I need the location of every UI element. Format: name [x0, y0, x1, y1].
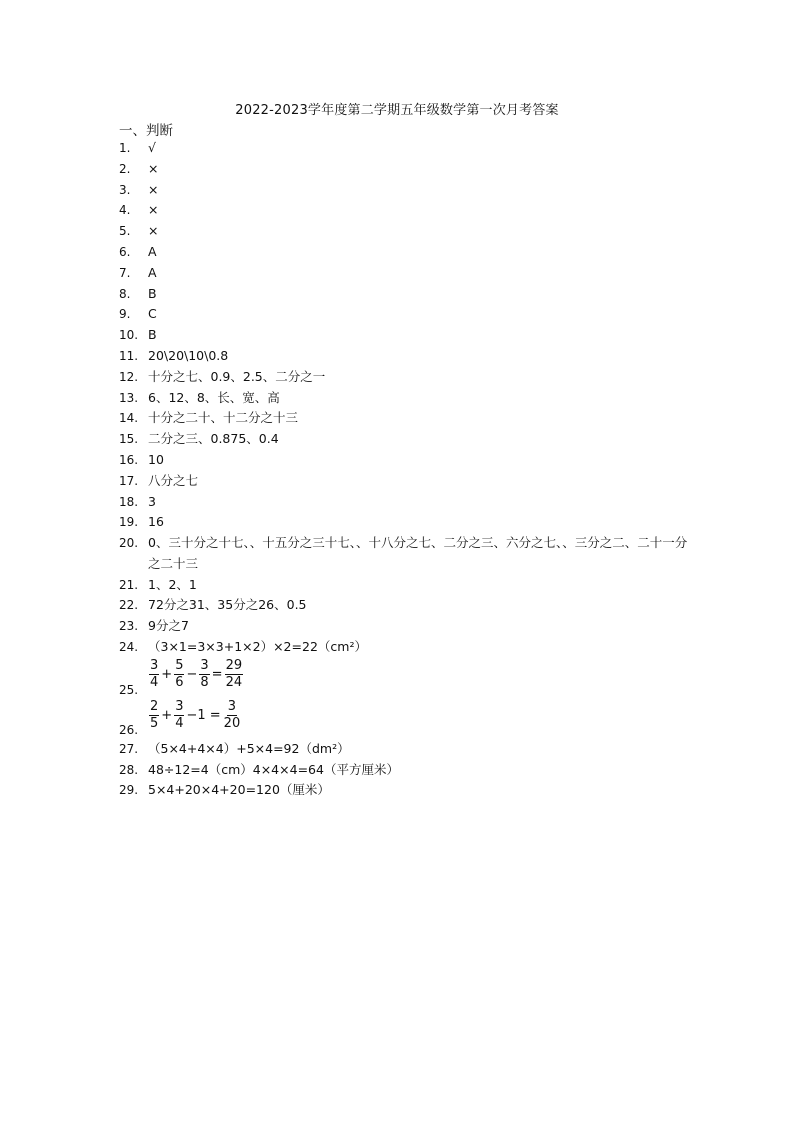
item-number: 22. — [119, 598, 139, 613]
item-number: 17. — [119, 473, 139, 488]
item-number: 6. — [119, 244, 131, 259]
item-answer: 5×4+20×4+20=120（厘米） — [148, 782, 330, 798]
item-answer: 10 — [148, 451, 164, 467]
item-number: 27. — [119, 741, 139, 756]
item-number: 12. — [119, 369, 139, 384]
item-number: 26. — [119, 722, 139, 737]
item-answer: × — [148, 223, 159, 239]
item-answer: 72分之31、35分之26、0.5 — [148, 597, 307, 613]
item-number: 9. — [119, 307, 131, 322]
item-answer: 十分之二十、十二分之十三 — [148, 410, 299, 426]
list-item — [119, 429, 719, 450]
item-number: 13. — [119, 390, 139, 405]
item-number: 2. — [119, 161, 131, 176]
list-item — [119, 575, 719, 596]
item-answer: A — [148, 243, 157, 259]
section-heading: 一、判断 — [119, 123, 173, 139]
fraction: $\frac{3}{4}$ — [150, 657, 159, 690]
item-number: 25. — [119, 682, 139, 697]
item-answer: × — [148, 160, 159, 176]
list-item — [119, 367, 719, 388]
item-answer: 八分之七 — [148, 472, 199, 488]
list-item — [119, 492, 719, 513]
item-number: 28. — [119, 762, 139, 777]
item-answer: （5×4+4×4）+5×4=92（dm²） — [148, 740, 350, 756]
item-number: 20. — [119, 536, 139, 551]
item-answer: 3 — [148, 493, 156, 509]
fraction: $\frac{3}{4}$ — [175, 698, 184, 731]
list-item — [119, 263, 719, 284]
item-answer: A — [148, 264, 157, 280]
item-answer: （3×1=3×3+1×2）×2=22（cm²） — [148, 639, 367, 655]
item-answer: 二分之三、0.875、0.4 — [148, 431, 279, 447]
item-answer: C — [148, 306, 157, 322]
list-item — [119, 739, 719, 760]
list-item — [119, 221, 719, 242]
item-answer: 十分之七、0.9、2.5、二分之一 — [148, 368, 326, 384]
fraction: $\frac{3}{8}$ — [200, 657, 209, 690]
item-answer: 6、12、8、长、宽、高 — [148, 389, 280, 405]
answer-list — [119, 138, 719, 801]
item-number: 8. — [119, 286, 131, 301]
list-item — [119, 346, 719, 367]
list-item — [119, 284, 719, 305]
page-title: 2022-2023学年度第二学期五年级数学第一次月考答案 — [235, 103, 559, 118]
list-item — [119, 512, 719, 533]
list-item — [119, 388, 719, 409]
list-item — [119, 616, 719, 637]
item-answer: 16 — [148, 514, 164, 530]
item-answer: √ — [148, 140, 156, 155]
list-item — [119, 699, 719, 739]
item-answer: B — [148, 327, 157, 343]
list-item — [119, 325, 719, 346]
item-number: 18. — [119, 494, 139, 509]
list-item — [119, 242, 719, 263]
list-item — [119, 637, 719, 658]
item-number: 21. — [119, 577, 139, 592]
fraction: $\frac{2}{5}$ — [150, 698, 159, 731]
item-answer: × — [148, 181, 159, 197]
fraction-equation: $\frac{3}{4}$ + $\frac{5}{6}$ − $\frac{3}{8}$ = $\frac{29}{24}$ — [150, 657, 243, 690]
item-answer: 48÷12=4（cm）4×4×4=64（平方厘米） — [148, 761, 399, 777]
list-item — [119, 138, 719, 159]
item-answer: 9分之7 — [148, 618, 189, 634]
list-item — [119, 760, 719, 781]
item-answer: × — [148, 202, 159, 218]
list-item — [119, 450, 719, 471]
fraction-result: $\frac{3}{20}$ — [223, 698, 241, 731]
item-number: 24. — [119, 640, 139, 655]
item-number: 7. — [119, 265, 131, 280]
item-number: 5. — [119, 224, 131, 239]
item-number: 23. — [119, 619, 139, 634]
item-number: 14. — [119, 411, 139, 426]
list-item — [119, 471, 719, 492]
item-answer: B — [148, 285, 157, 301]
item-answer: 0、三十分之十七、、十五分之三十七、、十八分之七、二分之三、六分之七、、三分之二、二十一分之二十三 — [148, 535, 688, 571]
item-number: 29. — [119, 783, 139, 798]
item-number: 19. — [119, 515, 139, 530]
list-item — [119, 595, 719, 616]
list-item — [119, 304, 719, 325]
item-answer: 1、2、1 — [148, 576, 197, 592]
item-number: 4. — [119, 203, 131, 218]
item-number: 16. — [119, 452, 139, 467]
list-item — [119, 780, 719, 801]
list-item — [119, 533, 719, 575]
list-item — [119, 200, 719, 221]
item-number: 1. — [119, 141, 131, 155]
fraction-equation: $\frac{2}{5}$ + $\frac{3}{4}$ −1 = $\frac{3}{20}$ — [150, 698, 241, 731]
item-number: 3. — [119, 182, 131, 197]
list-item — [119, 159, 719, 180]
item-answer: 20\20\10\0.8 — [148, 347, 229, 363]
item-number: 15. — [119, 432, 139, 447]
list-item — [119, 658, 719, 699]
list-item — [119, 408, 719, 429]
fraction: $\frac{5}{6}$ — [175, 657, 184, 690]
item-number: 10. — [119, 328, 139, 343]
list-item — [119, 180, 719, 201]
item-number: 11. — [119, 348, 139, 363]
fraction-result: $\frac{29}{24}$ — [225, 657, 243, 690]
